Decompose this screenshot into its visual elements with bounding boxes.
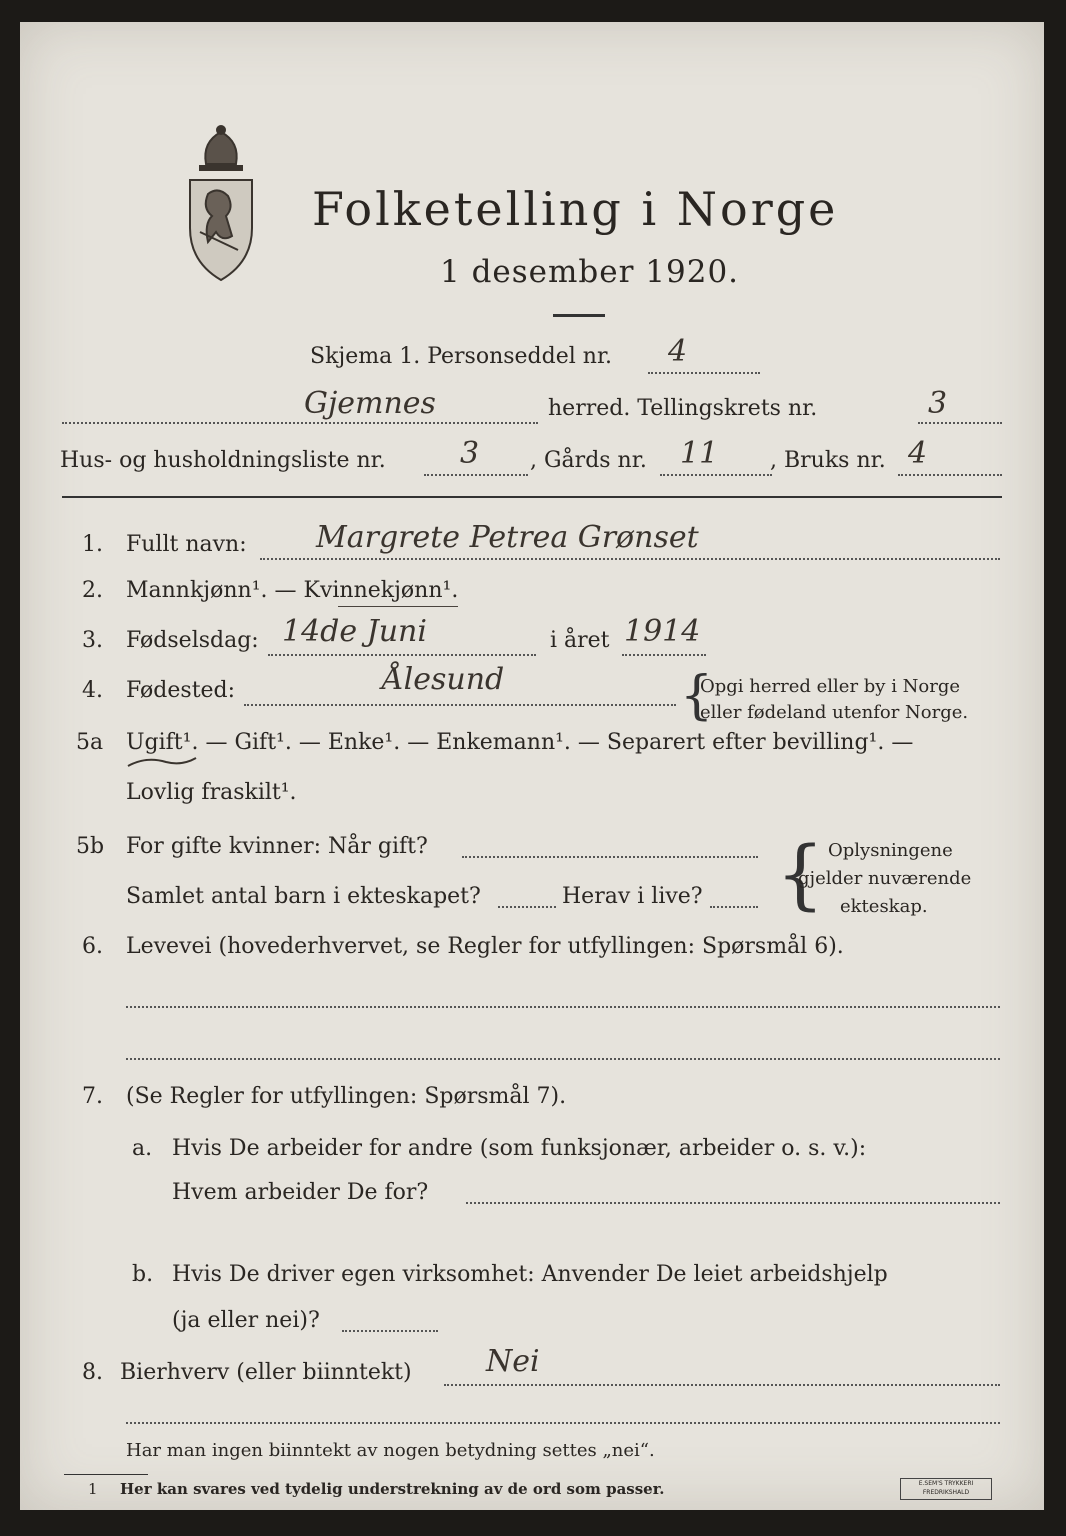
birthday-value: 14de Juni (282, 614, 427, 649)
q1-label: Fullt navn: (126, 532, 247, 557)
q3-year-label: i året (550, 628, 610, 653)
q7-label: (Se Regler for utfyllingen: Spørsmål 7). (126, 1084, 567, 1109)
coat-of-arms-icon (182, 124, 260, 284)
hus-value: 3 (460, 436, 480, 471)
birth-year-value: 1914 (624, 614, 701, 649)
q8-number: 8. (82, 1360, 103, 1385)
q4-label: Fødested: (126, 678, 236, 703)
gards-value: 11 (680, 436, 719, 471)
q7b-line2: (ja eller nei)? (172, 1308, 320, 1333)
gards-label: , Gårds nr. (530, 448, 647, 473)
herred-label: herred. Tellingskrets nr. (548, 396, 818, 421)
q7b-line (342, 1330, 438, 1332)
q5a-line1: Ugift¹. — Gift¹. — Enke¹. — Enkemann¹. — Separert efter bevilling¹. — (126, 730, 914, 755)
q4-line (244, 704, 676, 706)
footnote-mark: 1 (88, 1480, 98, 1498)
q7a-line1: Hvis De arbeider for andre (som funksjonær, arbeider o. s. v.): (172, 1136, 867, 1161)
q4-number: 4. (82, 678, 103, 703)
q6-line1 (126, 1006, 1000, 1008)
kvinnekjonn-underline (338, 606, 458, 607)
q2-number: 2. (82, 578, 103, 603)
q7a-line (466, 1202, 1000, 1204)
q4-note-line1: Opgi herred eller by i Norge (700, 676, 961, 697)
title-divider (553, 314, 605, 317)
q3-label: Fødselsdag: (126, 628, 259, 653)
q8-line2 (126, 1422, 1000, 1424)
footer-note: Har man ingen biinntekt av nogen betydning settes „nei“. (126, 1440, 655, 1461)
q5b-note3: ekteskap. (840, 896, 928, 917)
herred-value: Gjemnes (304, 386, 436, 421)
q8-line (444, 1384, 1000, 1386)
q6-number: 6. (82, 934, 103, 959)
skjema-label: Skjema 1. Personseddel nr. (310, 344, 613, 369)
bruks-label: , Bruks nr. (770, 448, 886, 473)
q4-note-brace: { (680, 666, 714, 726)
q5b-line1: For gifte kvinner: Når gift? (126, 834, 428, 859)
q5b-note-brace: { (776, 829, 825, 918)
bierhverv-value: Nei (486, 1344, 540, 1379)
ugift-underline (126, 752, 198, 772)
q5b-gift-line (462, 856, 758, 858)
q3-number: 3. (82, 628, 103, 653)
form-title: Folketelling i Norge (312, 182, 839, 236)
q7b-letter: b. (132, 1262, 154, 1287)
footnote-rule (64, 1474, 148, 1475)
q8-label: Bierhverv (eller biinntekt) (120, 1360, 412, 1385)
herred-line (62, 422, 538, 424)
bruks-line (898, 474, 1002, 476)
q1-number: 1. (82, 532, 103, 557)
printer-stamp-text: E.SEM'S TRYKKERI FREDRIKSHALD (918, 1480, 974, 1496)
hus-line (424, 474, 528, 476)
q7a-letter: a. (132, 1136, 153, 1161)
q3-line (268, 654, 536, 656)
bruks-value: 4 (908, 436, 928, 471)
personseddel-value: 4 (668, 334, 688, 369)
census-form (20, 22, 1044, 1510)
birthplace-value: Ålesund (382, 662, 505, 697)
q5a-number: 5a (76, 730, 104, 755)
q5b-number: 5b (76, 834, 105, 859)
q5b-line2a: Samlet antal barn i ekteskapet? (126, 884, 481, 909)
q4-note-line2: eller fødeland utenfor Norge. (700, 702, 969, 723)
hus-label: Hus- og husholdningsliste nr. (60, 448, 386, 473)
q5a-line2: Lovlig fraskilt¹. (126, 780, 297, 805)
personseddel-line (648, 372, 760, 374)
q6-label: Levevei (hovederhvervet, se Regler for utfyllingen: Spørsmål 6). (126, 934, 844, 959)
q7a-line2: Hvem arbeider De for? (172, 1180, 429, 1205)
q2-label: Mannkjønn¹. — Kvinnekjønn¹. (126, 578, 459, 603)
tellingskrets-value: 3 (928, 386, 948, 421)
q5b-barn-line (498, 906, 556, 908)
q5b-line2b: Herav i live? (562, 884, 703, 909)
tellingskrets-line (918, 422, 1002, 424)
gards-line (660, 474, 772, 476)
q1-line (260, 558, 1000, 560)
form-date: 1 desember 1920. (440, 254, 740, 290)
footnote-text: Her kan svares ved tydelig understrekning av de ord som passer. (120, 1480, 665, 1498)
q3-year-line (622, 654, 706, 656)
q5b-live-line (710, 906, 758, 908)
q6-line2 (126, 1058, 1000, 1060)
header-rule (62, 496, 1002, 498)
full-name-value: Margrete Petrea Grønset (316, 520, 699, 555)
printer-stamp (900, 1478, 992, 1500)
q7-number: 7. (82, 1084, 103, 1109)
q7b-line1: Hvis De driver egen virksomhet: Anvender De leiet arbeidshjelp (172, 1262, 888, 1287)
q5b-note2: gjelder nuværende (798, 868, 972, 889)
q5b-note1: Oplysningene (828, 840, 953, 861)
